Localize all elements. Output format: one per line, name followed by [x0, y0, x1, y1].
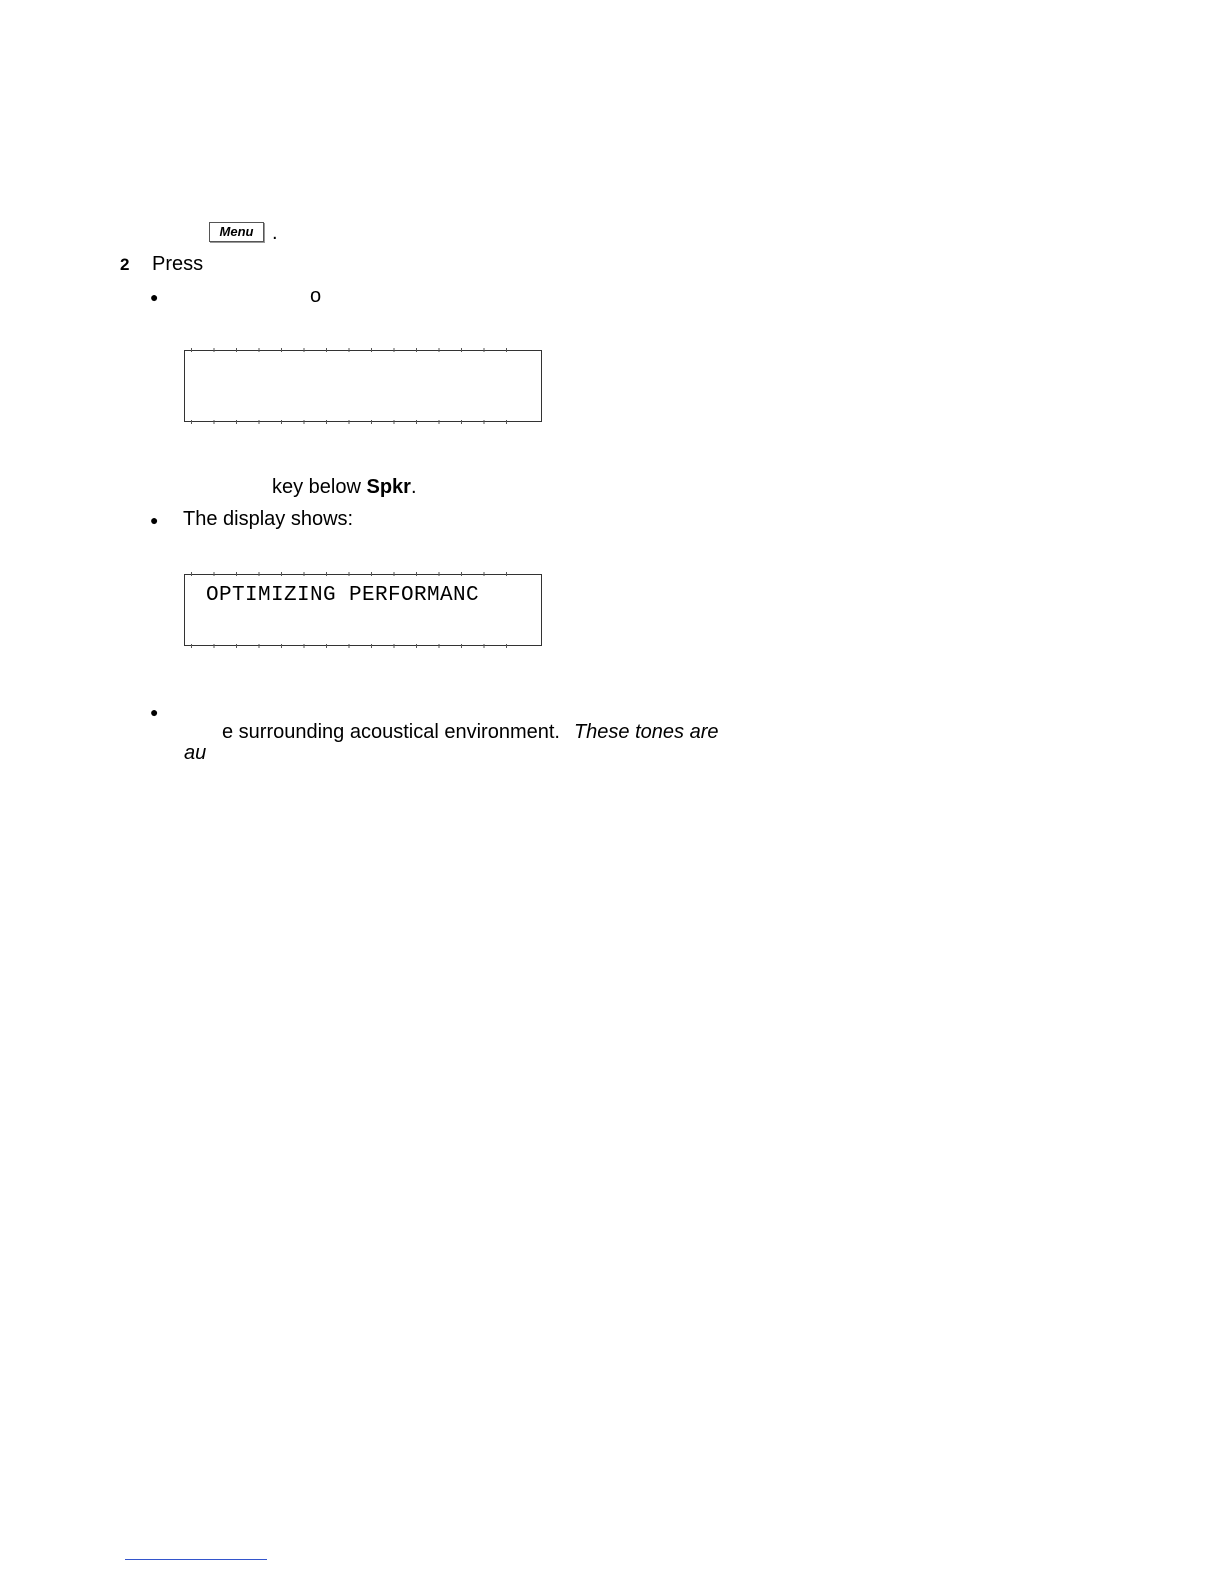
bullet-icon: ●: [150, 512, 159, 528]
display-bottom-ticks: [191, 420, 513, 424]
spkr-key-label: Spkr: [366, 476, 411, 498]
footnote-divider: [125, 1559, 267, 1560]
menu-key-period: .: [272, 222, 278, 244]
bullet-fragment-text: o: [310, 285, 322, 307]
tones-italic-continuation: au: [184, 742, 207, 764]
bullet-icon: ●: [150, 704, 159, 720]
key-below-text: key below: [272, 476, 367, 498]
display-line: OPTIMIZING PERFORMANC: [206, 584, 480, 607]
acoustical-text: e surrounding acoustical environment.: [222, 721, 560, 743]
display-top-ticks: [191, 348, 513, 352]
phone-display-optimizing: [184, 574, 542, 646]
step-number: 2: [120, 255, 130, 274]
menu-key-icon: Menu: [209, 222, 264, 242]
display-shows-text: The display shows:: [183, 508, 354, 530]
bullet-icon: ●: [150, 289, 159, 305]
step-press-text: Press: [152, 253, 204, 275]
spkr-key-line: [272, 475, 417, 499]
display-bottom-ticks: [191, 644, 513, 648]
tones-italic-text: These tones are: [573, 721, 719, 743]
phone-display-blank: [184, 350, 542, 422]
acoustical-environment-line: [222, 720, 719, 744]
display-top-ticks: [191, 572, 513, 576]
key-line-period: .: [410, 476, 417, 498]
